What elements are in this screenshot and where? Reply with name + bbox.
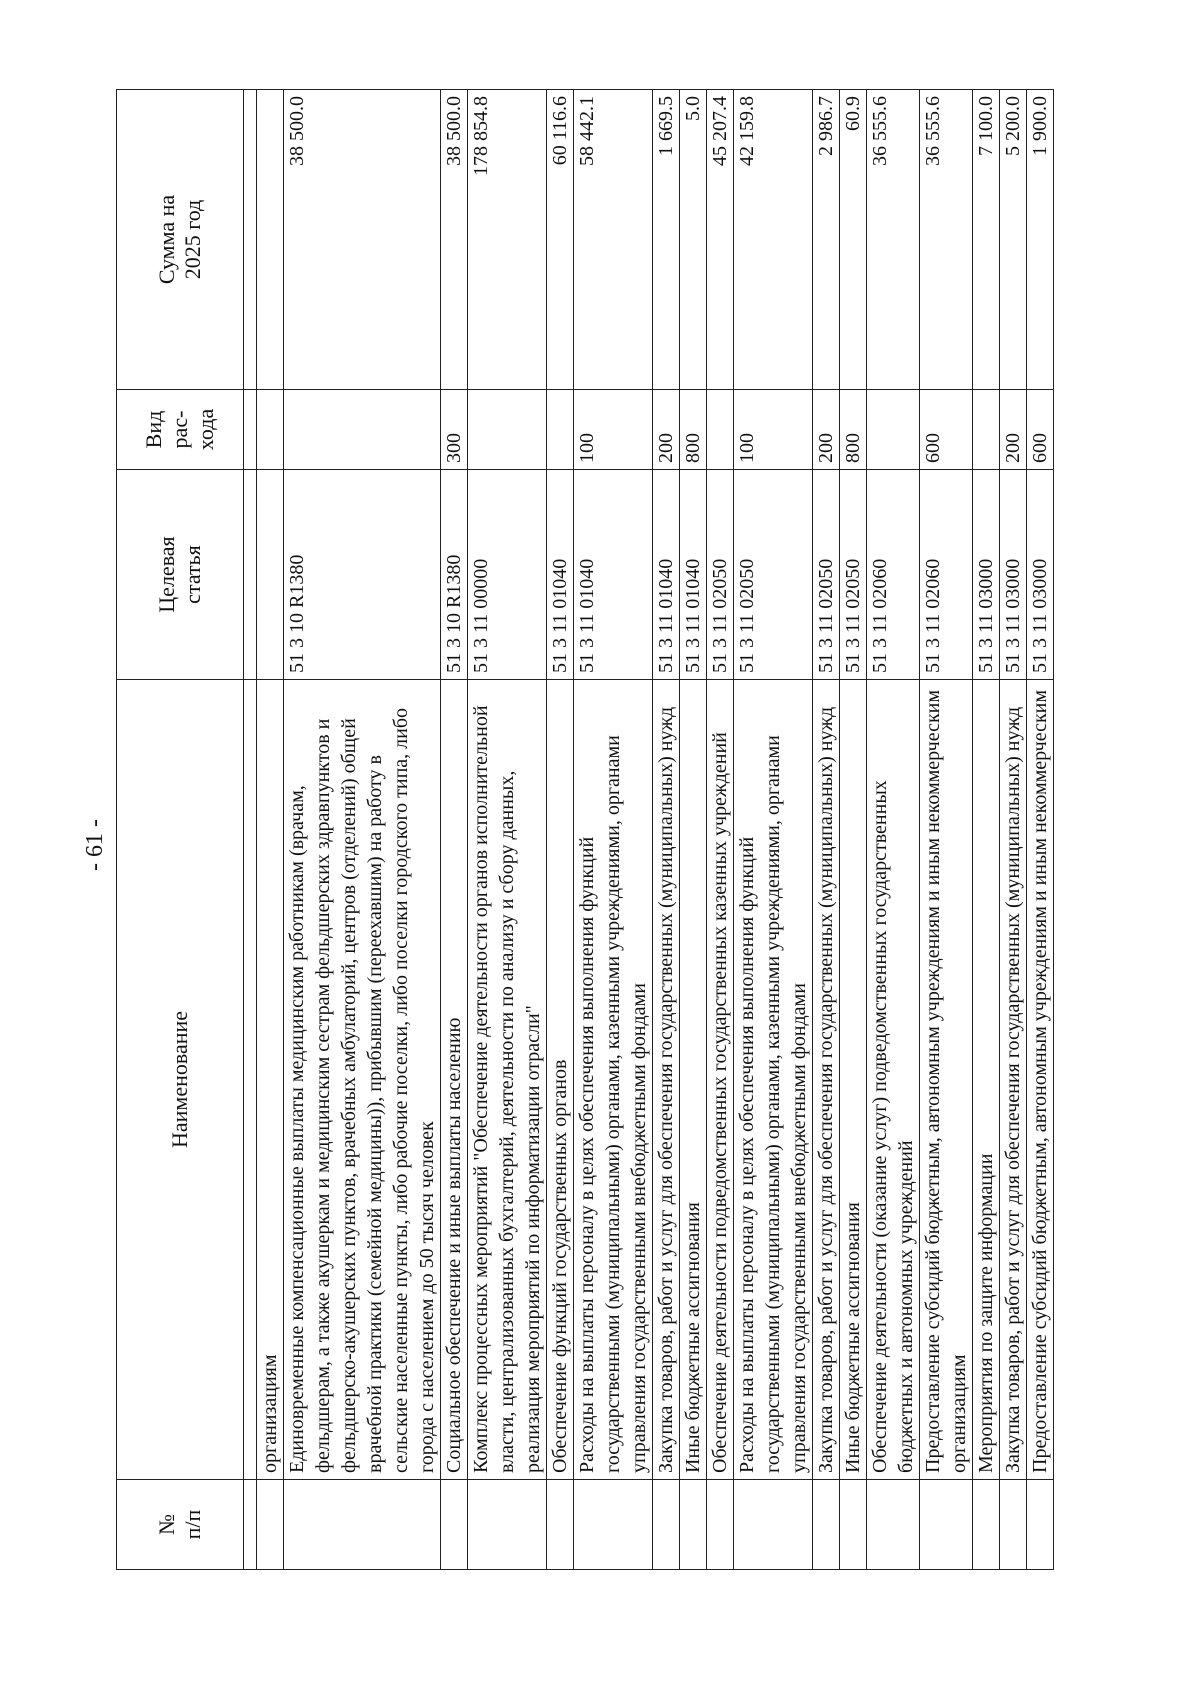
table-row — [547, 90, 574, 1570]
table-row — [1027, 90, 1054, 1570]
cell-sum: 36 555.6 — [920, 90, 973, 390]
cell-num — [468, 1480, 547, 1570]
cell-sum: 38 500.0 — [441, 90, 468, 390]
cell-kind — [468, 390, 547, 470]
spacer-row — [244, 90, 257, 1570]
table-row — [840, 90, 867, 1570]
spacer-cell — [244, 680, 257, 1480]
cell-code: 51 3 11 02050 — [840, 470, 867, 680]
header-kind-label: Вид рас- хода — [141, 408, 218, 451]
cell-name: Закупка товаров, работ и услуг для обеспечения государственных (муниципальных) нужд — [653, 680, 680, 1480]
cell-kind: 300 — [441, 390, 468, 470]
cell-kind: 100 — [734, 390, 813, 470]
cell-num — [547, 1480, 574, 1570]
cell-kind — [973, 390, 1000, 470]
cell-name: Расходы на выплаты персоналу в целях обеспечения выполнения функций государственными (муниципальными) органами, казенными учреждениями, органами управления государственными внебюджетными фондами — [734, 680, 813, 1480]
table-row — [441, 90, 468, 1570]
cell-num — [973, 1480, 1000, 1570]
spacer-cell — [244, 90, 257, 390]
cell-num — [574, 1480, 653, 1570]
cell-sum: 7 100.0 — [973, 90, 1000, 390]
cell-sum: 5.0 — [680, 90, 707, 390]
table-row — [973, 90, 1000, 1570]
cell-sum: 60 116.6 — [547, 90, 574, 390]
budget-table — [116, 89, 1054, 1570]
cell-kind: 200 — [1000, 390, 1027, 470]
cell-kind — [867, 390, 920, 470]
cell-sum: 178 854.8 — [468, 90, 547, 390]
cell-kind — [547, 390, 574, 470]
cell-num — [813, 1480, 840, 1570]
spacer-cell — [244, 1480, 257, 1570]
cell-name: Обеспечение деятельности (оказание услуг) подведомственных государственных бюджетных и автономных учреждений — [867, 680, 920, 1480]
cell-code: 51 3 11 03000 — [1027, 470, 1054, 680]
cell-num — [257, 1480, 284, 1570]
cell-sum: 2 986.7 — [813, 90, 840, 390]
header-sum — [117, 90, 244, 390]
spacer-cell — [244, 390, 257, 470]
cell-code: 51 3 11 03000 — [973, 470, 1000, 680]
cell-sum: 1 900.0 — [1027, 90, 1054, 390]
header-code — [117, 470, 244, 680]
cell-code — [257, 470, 284, 680]
header-name — [117, 680, 244, 1480]
cell-code: 51 3 11 02050 — [734, 470, 813, 680]
cell-kind: 600 — [1027, 390, 1054, 470]
cell-num — [1027, 1480, 1054, 1570]
cell-num — [707, 1480, 734, 1570]
cell-sum: 58 442.1 — [574, 90, 653, 390]
cell-code: 51 3 11 02060 — [920, 470, 973, 680]
cell-num — [867, 1480, 920, 1570]
cell-name: Предоставление субсидий бюджетным, автономным учреждениям и иным некоммерческим организациям — [920, 680, 973, 1480]
cell-code: 51 3 11 01040 — [680, 470, 707, 680]
table-row — [920, 90, 973, 1570]
cell-name: Единовременные компенсационные выплаты медицинским работникам (врачам, фельдшерам, а также акушеркам и медицинским сестрам фельдшерских здравпунктов и фельдшерско-акушерских пунктов, врачебных амбулаторий, центров (отделений) общей врачебной практики (семейной медицины)), прибывшим (переехавшим) на работу в сельские населенные пункты, либо рабочие поселки, либо поселки городского типа, либо города с населением до 50 тысяч человек — [284, 680, 441, 1480]
cell-num — [284, 1480, 441, 1570]
table-row — [653, 90, 680, 1570]
cell-name: Закупка товаров, работ и услуг для обеспечения государственных (муниципальных) нужд — [1000, 680, 1027, 1480]
cell-num — [920, 1480, 973, 1570]
cell-num — [840, 1480, 867, 1570]
cell-num — [653, 1480, 680, 1570]
cell-name: Обеспечение деятельности подведомственных государственных казенных учреждений — [707, 680, 734, 1480]
cell-name: Социальное обеспечение и иные выплаты населению — [441, 680, 468, 1480]
cell-name: Иные бюджетные ассигнования — [680, 680, 707, 1480]
cell-name: Предоставление субсидий бюджетным, автономным учреждениям и иным некоммерческим — [1027, 680, 1054, 1480]
cell-name: Мероприятия по защите информации — [973, 680, 1000, 1480]
cell-kind — [257, 390, 284, 470]
cell-sum: 36 555.6 — [867, 90, 920, 390]
table-row — [734, 90, 813, 1570]
cell-sum: 60.9 — [840, 90, 867, 390]
table-row — [284, 90, 441, 1570]
header-num — [117, 1480, 244, 1570]
cell-code: 51 3 11 02050 — [813, 470, 840, 680]
table-row — [574, 90, 653, 1570]
cell-sum: 38 500.0 — [284, 90, 441, 390]
cell-sum: 42 159.8 — [734, 90, 813, 390]
header-num-label: № п/п — [154, 1509, 205, 1540]
table-row — [468, 90, 547, 1570]
cell-name: Расходы на выплаты персоналу в целях обеспечения выполнения функций государственными (муниципальными) органами, казенными учреждениями, органами управления государственными внебюджетными фондами — [574, 680, 653, 1480]
cell-code: 51 3 11 01040 — [547, 470, 574, 680]
cell-code: 51 3 11 02050 — [707, 470, 734, 680]
cell-code: 51 3 11 00000 — [468, 470, 547, 680]
page-number: - 61 - — [82, 819, 108, 871]
table-row — [680, 90, 707, 1570]
cell-kind: 600 — [920, 390, 973, 470]
table-row — [257, 90, 284, 1570]
cell-code: 51 3 11 02060 — [867, 470, 920, 680]
cell-kind: 100 — [574, 390, 653, 470]
spacer-cell — [244, 470, 257, 680]
cell-kind: 200 — [653, 390, 680, 470]
cell-kind: 800 — [680, 390, 707, 470]
table-header — [117, 90, 244, 1570]
cell-num — [1000, 1480, 1027, 1570]
cell-code: 51 3 11 01040 — [574, 470, 653, 680]
cell-kind: 800 — [840, 390, 867, 470]
cell-code: 51 3 10 R1380 — [441, 470, 468, 680]
cell-name: Обеспечение функций государственных органов — [547, 680, 574, 1480]
cell-sum: 45 207.4 — [707, 90, 734, 390]
cell-sum: 1 669.5 — [653, 90, 680, 390]
table-row — [707, 90, 734, 1570]
cell-name: Иные бюджетные ассигнования — [840, 680, 867, 1480]
cell-name: Комплекс процессных мероприятий "Обеспечение деятельности органов исполнительной власти, централизованных бухгалтерий, деятельности по анализу и сбору данных, реализация мероприятий по информатизации отрасли" — [468, 680, 547, 1480]
header-row — [117, 90, 244, 1570]
table-row — [1000, 90, 1027, 1570]
cell-num — [441, 1480, 468, 1570]
cell-code: 51 3 11 01040 — [653, 470, 680, 680]
cell-kind: 200 — [813, 390, 840, 470]
table-row — [813, 90, 840, 1570]
cell-num — [680, 1480, 707, 1570]
cell-name: Закупка товаров, работ и услуг для обеспечения государственных (муниципальных) нужд — [813, 680, 840, 1480]
header-code-label: Целевая статья — [154, 536, 205, 613]
header-name-label: Наименование — [167, 1010, 192, 1149]
cell-code: 51 3 11 03000 — [1000, 470, 1027, 680]
table-body — [244, 90, 1054, 1570]
cell-sum: 5 200.0 — [1000, 90, 1027, 390]
table-row — [867, 90, 920, 1570]
cell-sum — [257, 90, 284, 390]
header-sum-label: Сумма на 2025 год — [154, 194, 205, 285]
cell-kind — [707, 390, 734, 470]
cell-kind — [284, 390, 441, 470]
cell-num — [734, 1480, 813, 1570]
cell-code: 51 3 10 R1380 — [284, 470, 441, 680]
header-kind — [117, 390, 244, 470]
cell-name: организациям — [257, 680, 284, 1480]
